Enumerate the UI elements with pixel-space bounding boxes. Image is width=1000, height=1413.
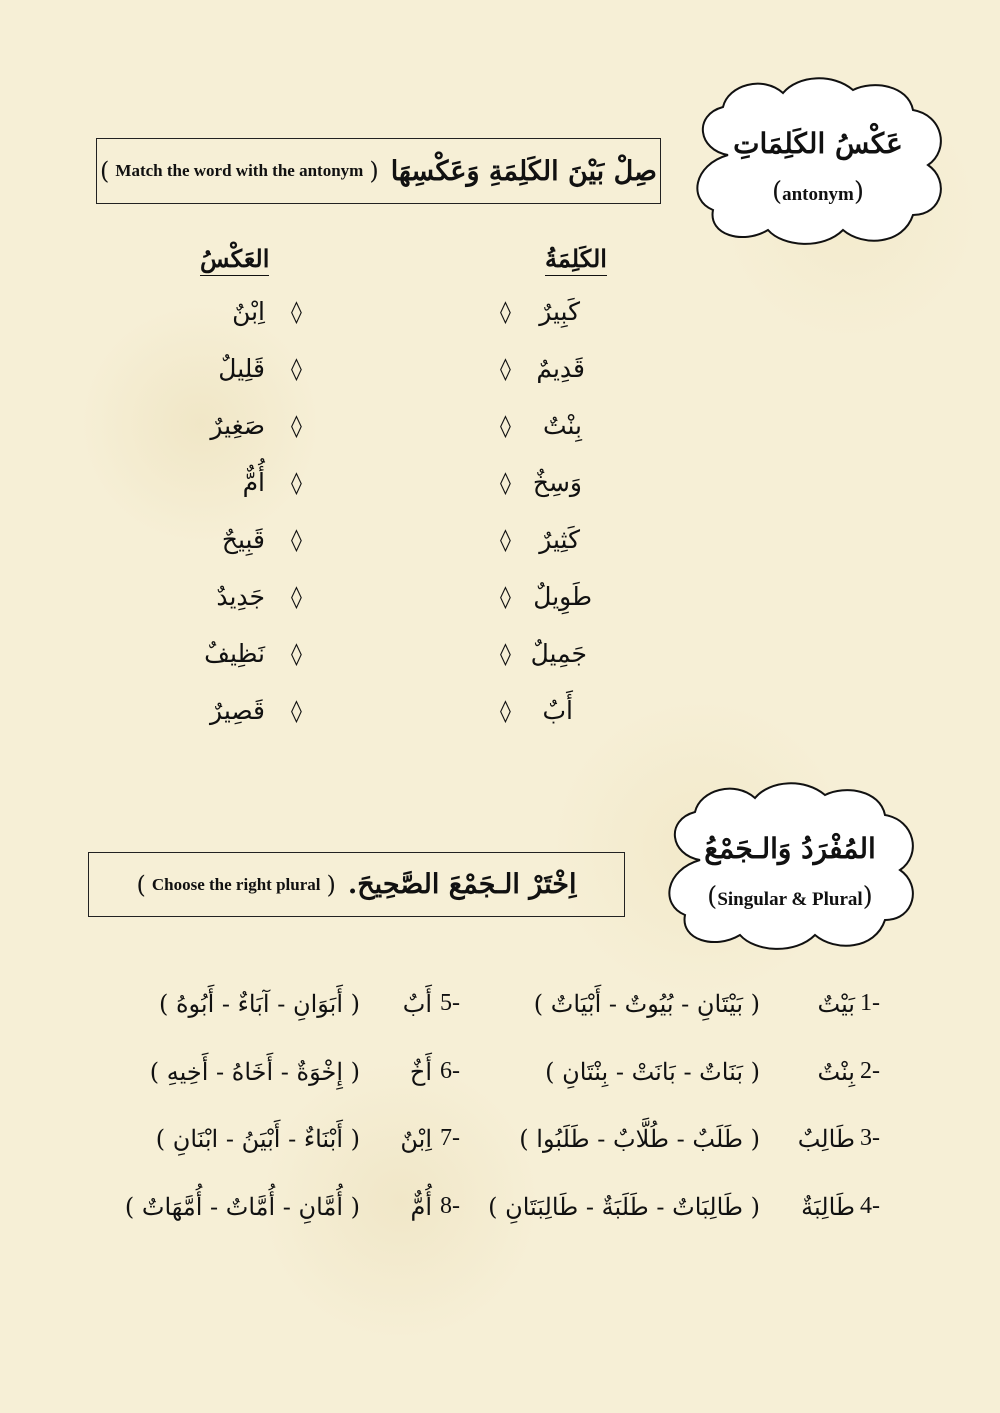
antonym-8: قَصِيرٌ — [210, 696, 265, 725]
plural-instruction-en: Choose the right plural — [151, 874, 321, 894]
antonym-cloud-title: عَكْسُ الكَلِمَاتِ — [733, 127, 903, 160]
question-4-options[interactable]: ( طَالِبَاتٌ - طَلَبَةٌ - طَالِبَتَانِ ) — [488, 1193, 760, 1221]
question-7-options[interactable]: ( أَبْنَاءٌ - أَبْيَنُ - ابْنَانِ ) — [155, 1125, 360, 1153]
question-6-options[interactable]: ( إِخْوَةٌ - أَخَاهُ - أَخِيهِ ) — [149, 1058, 360, 1086]
word-column-header: الكَلِمَةُ — [545, 244, 607, 276]
plural-cloud-subtitle-wrap: (Singular & Plural) — [707, 882, 873, 912]
antonym-1: اِبْنٌ — [232, 297, 265, 326]
paren-open: ( — [100, 157, 110, 185]
question-1-number: 1- — [860, 990, 880, 1016]
antonym-connector-3[interactable]: ◊ — [291, 414, 302, 439]
question-7-number: 7- — [440, 1125, 460, 1151]
word-connector-5[interactable]: ◊ — [500, 528, 511, 553]
question-7-word: اِبْنٌ — [400, 1125, 432, 1153]
word-2: قَدِيمٌ — [536, 354, 585, 383]
word-5: كَثِيرٌ — [539, 525, 580, 554]
match-instruction-box — [96, 138, 661, 204]
question-8-options[interactable]: ( أُمَّانِ - أُمَّاتٌ - أُمَّهَاتٌ ) — [124, 1193, 360, 1221]
question-1-word: بَيْتٌ — [817, 990, 855, 1018]
question-1-options[interactable]: ( بَيْتَانِ - بُيُوتٌ - أَبْيَاتٌ ) — [533, 990, 760, 1018]
antonym-6: جَدِيدٌ — [216, 582, 265, 611]
word-1: كَبِيرٌ — [539, 297, 580, 326]
cloud-shape-2 — [660, 780, 920, 955]
paren-close-2: ) — [326, 870, 336, 899]
antonym-column-header: العَكْسُ — [200, 244, 269, 276]
question-8-word: أُمٌّ — [410, 1193, 432, 1221]
question-2-word: بِنْتٌ — [817, 1058, 855, 1086]
cloud-shape-1 — [688, 75, 948, 250]
antonym-4: أُمٌّ — [242, 468, 265, 497]
word-connector-8[interactable]: ◊ — [500, 699, 511, 724]
antonym-5: قَبِيحٌ — [221, 525, 265, 554]
word-4: وَسِخٌ — [532, 468, 582, 497]
antonym-cloud-subtitle-wrap: (antonym) — [771, 177, 865, 207]
word-7: جَمِيلٌ — [530, 639, 587, 668]
question-2-options[interactable]: ( بَنَاتٌ - بَانَتْ - بِنْتَانِ ) — [545, 1058, 760, 1086]
word-3: بِنْتٌ — [542, 411, 582, 440]
plural-instruction-ar: اِخْتَرْ الـجَمْعَ الصَّحِيحَ. — [347, 869, 577, 900]
plural-cloud-subtitle: Singular & Plural — [717, 889, 863, 910]
question-3-number: 3- — [860, 1125, 880, 1151]
word-connector-7[interactable]: ◊ — [500, 642, 511, 667]
word-connector-2[interactable]: ◊ — [500, 357, 511, 382]
antonym-connector-6[interactable]: ◊ — [291, 585, 302, 610]
question-5-options[interactable]: ( أَبَوَانِ - آبَاءٌ - أَبُوهُ ) — [158, 990, 360, 1018]
paren-open-2: ( — [136, 870, 146, 899]
antonym-connector-1[interactable]: ◊ — [291, 300, 302, 325]
antonym-connector-4[interactable]: ◊ — [291, 471, 302, 496]
word-connector-3[interactable]: ◊ — [500, 414, 511, 439]
match-instruction-en: Match the word with the antonym — [115, 161, 364, 180]
antonym-3: صَغِيرٌ — [210, 411, 265, 440]
question-2-number: 2- — [860, 1058, 880, 1084]
question-8-number: 8- — [440, 1193, 460, 1219]
word-connector-1[interactable]: ◊ — [500, 300, 511, 325]
antonym-connector-7[interactable]: ◊ — [291, 642, 302, 667]
antonym-connector-8[interactable]: ◊ — [291, 699, 302, 724]
word-connector-6[interactable]: ◊ — [500, 585, 511, 610]
question-3-options[interactable]: ( طَلَبٌ - طُلَّابٌ - طَلَبُوا ) — [519, 1125, 760, 1153]
question-6-word: أَخٌ — [409, 1058, 432, 1086]
antonym-cloud-subtitle: antonym — [782, 184, 854, 205]
question-6-number: 6- — [440, 1058, 460, 1084]
question-4-number: 4- — [860, 1193, 880, 1219]
question-5-word: أَبٌ — [402, 990, 432, 1018]
word-8: أَبٌ — [542, 696, 573, 725]
plural-instruction-box — [88, 852, 625, 917]
plural-cloud — [660, 780, 920, 955]
word-connector-4[interactable]: ◊ — [500, 471, 511, 496]
antonym-connector-2[interactable]: ◊ — [291, 357, 302, 382]
plural-cloud-title: المُفْرَدُ وَالـجَمْعُ — [704, 832, 876, 865]
match-instruction-ar: صِلْ بَيْنَ الكَلِمَةِ وَعَكْسِهَا — [390, 155, 657, 187]
antonym-cloud — [688, 75, 948, 250]
question-5-number: 5- — [440, 990, 460, 1016]
paren-close: ) — [369, 157, 379, 185]
antonym-connector-5[interactable]: ◊ — [291, 528, 302, 553]
antonym-7: نَظِيفٌ — [204, 639, 265, 668]
word-6: طَوِيلٌ — [533, 582, 592, 611]
question-4-word: طَالِبَةٌ — [801, 1193, 855, 1221]
antonym-2: قَلِيلٌ — [218, 354, 265, 383]
question-3-word: طَالِبٌ — [797, 1125, 855, 1153]
